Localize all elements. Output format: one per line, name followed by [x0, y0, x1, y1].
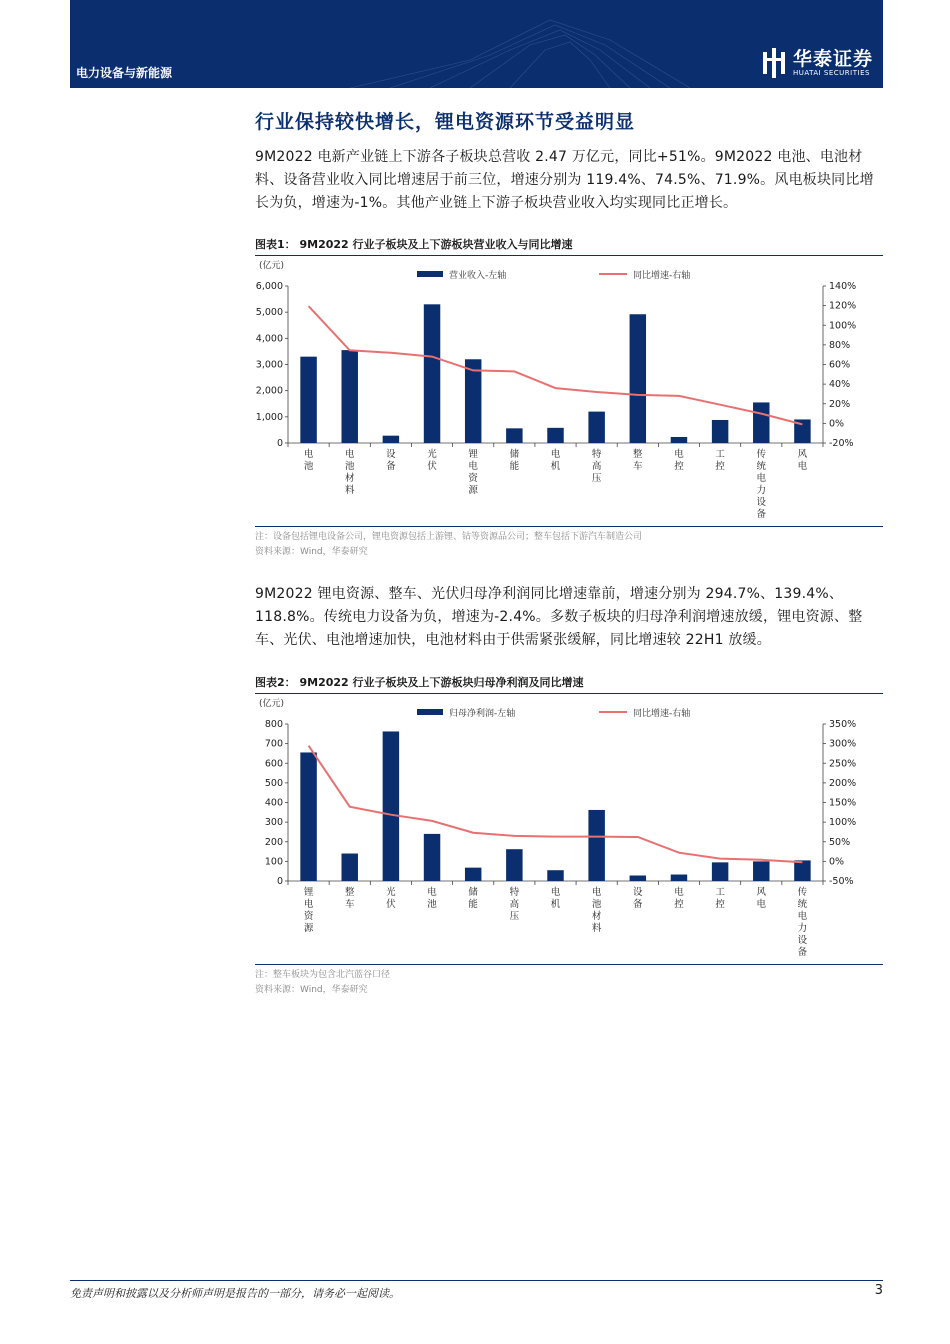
chart2-right-tick-label: 0%	[829, 856, 845, 868]
chart1-growth-line	[309, 306, 803, 424]
chart1-right-tick-label: 40%	[829, 379, 851, 391]
figure-1-note: 注：设备包括锂电设备公司，锂电资源包括上游锂、钴等资源品公司；整车包括下游汽车制造公司	[255, 532, 643, 542]
chart1-left-tick-label: 6,000	[255, 281, 283, 292]
chart1-category-label: 电控	[674, 449, 684, 472]
chart1-right-tick-label: 140%	[829, 281, 857, 292]
chart1-bar	[465, 359, 481, 443]
chart2-unit-label: (亿元)	[259, 699, 285, 709]
chart2-right-tick-label: 200%	[829, 777, 857, 789]
chart1-bar	[753, 402, 769, 443]
chart2-category-label: 工控	[715, 887, 725, 910]
chart2-right-tick-label: -50%	[829, 876, 854, 887]
chart2-bar	[383, 731, 399, 881]
chart1-left-tick-label: 5,000	[255, 307, 283, 319]
chart1-bar	[383, 436, 399, 443]
chart1-right-tick-label: -20%	[829, 438, 854, 449]
chart2-left-tick-label: 100	[264, 856, 283, 868]
brand-name-en: HUATAI SECURITIES	[792, 68, 870, 77]
chart1-right-tick-label: 20%	[829, 398, 851, 410]
chart2-left-tick-label: 600	[264, 758, 283, 770]
chart-2	[255, 694, 883, 964]
chart1-category-label: 电机	[550, 449, 561, 472]
chart2-left-tick-label: 0	[276, 876, 283, 887]
figure-1-rule	[255, 526, 883, 527]
chart1-right-tick-label: 120%	[829, 300, 857, 312]
chart2-bar	[671, 875, 687, 881]
chart1-left-tick-label: 0	[276, 438, 283, 449]
chart1-category-label: 锂电资源	[468, 449, 478, 496]
brand-name: 华泰证券	[792, 47, 873, 70]
report-footer	[70, 1280, 883, 1300]
chart1-bar	[712, 420, 728, 443]
chart1-left-tick-label: 1,000	[255, 411, 283, 423]
figure-1-title: 图表1： 9M2022 行业子板块及上下游板块营业收入与同比增速	[255, 236, 883, 256]
chart1-bar	[547, 428, 563, 443]
chart1-bar	[342, 350, 358, 443]
chart1-category-label: 光伏	[427, 449, 437, 472]
chart1-legend-bar-label: 营业收入-左轴	[449, 271, 507, 281]
chart2-right-tick-label: 100%	[829, 817, 857, 829]
chart2-category-label: 电池材料	[591, 887, 602, 934]
chart2-left-tick-label: 800	[264, 719, 283, 730]
chart2-right-tick-label: 250%	[829, 758, 857, 770]
chart1-bar	[630, 314, 646, 443]
chart1-unit-label: (亿元)	[259, 261, 285, 271]
chart1-category-label: 风电	[797, 449, 808, 472]
chart1-left-tick-label: 4,000	[255, 333, 283, 345]
figure-2-rule	[255, 964, 883, 965]
figure-1-source: 资料来源：Wind，华泰研究	[255, 547, 368, 557]
chart-1	[255, 256, 883, 526]
chart1-category-label: 储能	[509, 449, 520, 472]
figure-2-source: 资料来源：Wind，华泰研究	[255, 985, 368, 995]
chart2-right-tick-label: 50%	[829, 836, 851, 848]
chart1-bar	[671, 437, 687, 443]
header-decoration	[350, 0, 690, 88]
chart1-legend-line-label: 同比增速-右轴	[633, 271, 691, 281]
disclaimer: 免责声明和披露以及分析师声明是报告的一部分，请务必一起阅读。	[70, 1287, 400, 1300]
paragraph-1: 9M2022 电新产业链上下游各子板块总营收 2.47 万亿元，同比+51%。9M2022 电池、电池材料、设备营业收入同比增速居于前三位，增速分别为 119.4%、74.5%、71.9%。风电板块同比增长为负，增速为-1%。其他产业链上下游子板块营业收入均实现同比正增长。	[255, 149, 874, 211]
chart2-legend-bar-swatch	[417, 709, 443, 715]
chart1-left-tick-label: 2,000	[255, 385, 283, 397]
chart2-category-label: 特高压	[509, 887, 520, 922]
report-header	[70, 0, 883, 88]
chart1-category-label: 电池	[303, 449, 314, 472]
chart1-category-label: 设备	[386, 449, 396, 472]
chart2-bar	[588, 810, 604, 881]
chart2-legend-line-label: 同比增速-右轴	[633, 709, 691, 719]
chart2-category-label: 整车	[344, 887, 355, 910]
chart2-category-label: 传统电力设备	[797, 887, 808, 958]
chart2-category-label: 电池	[427, 887, 437, 910]
brand-logo	[761, 48, 873, 78]
chart1-bar	[300, 357, 316, 443]
chart2-bar	[753, 861, 769, 881]
figure-2-title: 图表2： 9M2022 行业子板块及上下游板块归母净利润及同比增速	[255, 674, 883, 694]
chart2-category-label: 光伏	[386, 887, 396, 910]
chart2-bar	[506, 849, 522, 881]
chart2-bar	[342, 854, 358, 881]
chart2-right-tick-label: 300%	[829, 738, 857, 750]
chart1-right-tick-label: 100%	[829, 320, 857, 332]
chart2-category-label: 锂电资源	[303, 887, 314, 934]
chart1-legend-bar-swatch	[417, 271, 443, 277]
chart1-right-tick-label: 0%	[829, 418, 845, 430]
huatai-logo-icon	[761, 48, 787, 78]
chart1-bar	[588, 412, 604, 443]
chart1-left-tick-label: 3,000	[255, 359, 283, 371]
chart2-left-tick-label: 700	[264, 738, 283, 750]
chart2-bar	[712, 862, 728, 881]
page-number: 3	[874, 1283, 883, 1298]
chart1-right-tick-label: 60%	[829, 359, 851, 371]
chart2-bar	[300, 752, 316, 881]
figure-2-note: 注：整车板块为包含北汽蓝谷口径	[255, 970, 391, 980]
chart2-category-label: 风电	[756, 887, 767, 910]
chart2-category-label: 储能	[468, 887, 478, 910]
chart1-category-label: 电池材料	[344, 449, 355, 496]
chart1-category-label: 工控	[715, 449, 725, 472]
chart1-bar	[506, 428, 522, 443]
paragraph-2: 9M2022 锂电资源、整车、光伏归母净利润同比增速靠前，增速分别为 294.7%、139.4%、118.8%。传统电力设备为负，增速为-2.4%。多数子板块的归母净利润增速放缓，锂电资源、整车、光伏、电池增速加快，电池材料由于供需紧张缓解，同比增速较 22H1 放缓。	[255, 586, 863, 648]
chart2-left-tick-label: 300	[264, 817, 283, 829]
chart1-right-tick-label: 80%	[829, 339, 851, 351]
section-label: 电力设备与新能源	[76, 66, 173, 80]
chart2-bar	[794, 860, 810, 881]
chart1-category-label: 传统电力设备	[756, 449, 767, 520]
chart2-bar	[547, 870, 563, 881]
chart2-category-label: 设备	[633, 887, 643, 910]
chart2-left-tick-label: 500	[264, 777, 283, 789]
chart2-left-tick-label: 400	[264, 797, 283, 809]
chart2-right-tick-label: 350%	[829, 719, 857, 730]
chart1-category-label: 特高压	[591, 449, 602, 484]
chart2-legend-bar-label: 归母净利润-左轴	[449, 709, 516, 719]
chart2-bar	[465, 868, 481, 881]
section-title: 行业保持较快增长，锂电资源环节受益明显	[255, 111, 636, 133]
chart1-category-label: 整车	[633, 449, 643, 472]
chart2-category-label: 电机	[550, 887, 561, 910]
chart2-left-tick-label: 200	[264, 836, 283, 848]
chart1-bar	[424, 304, 440, 443]
chart2-bar	[424, 834, 440, 881]
chart2-category-label: 电控	[674, 887, 684, 910]
chart2-right-tick-label: 150%	[829, 797, 857, 809]
chart2-bar	[630, 876, 646, 881]
